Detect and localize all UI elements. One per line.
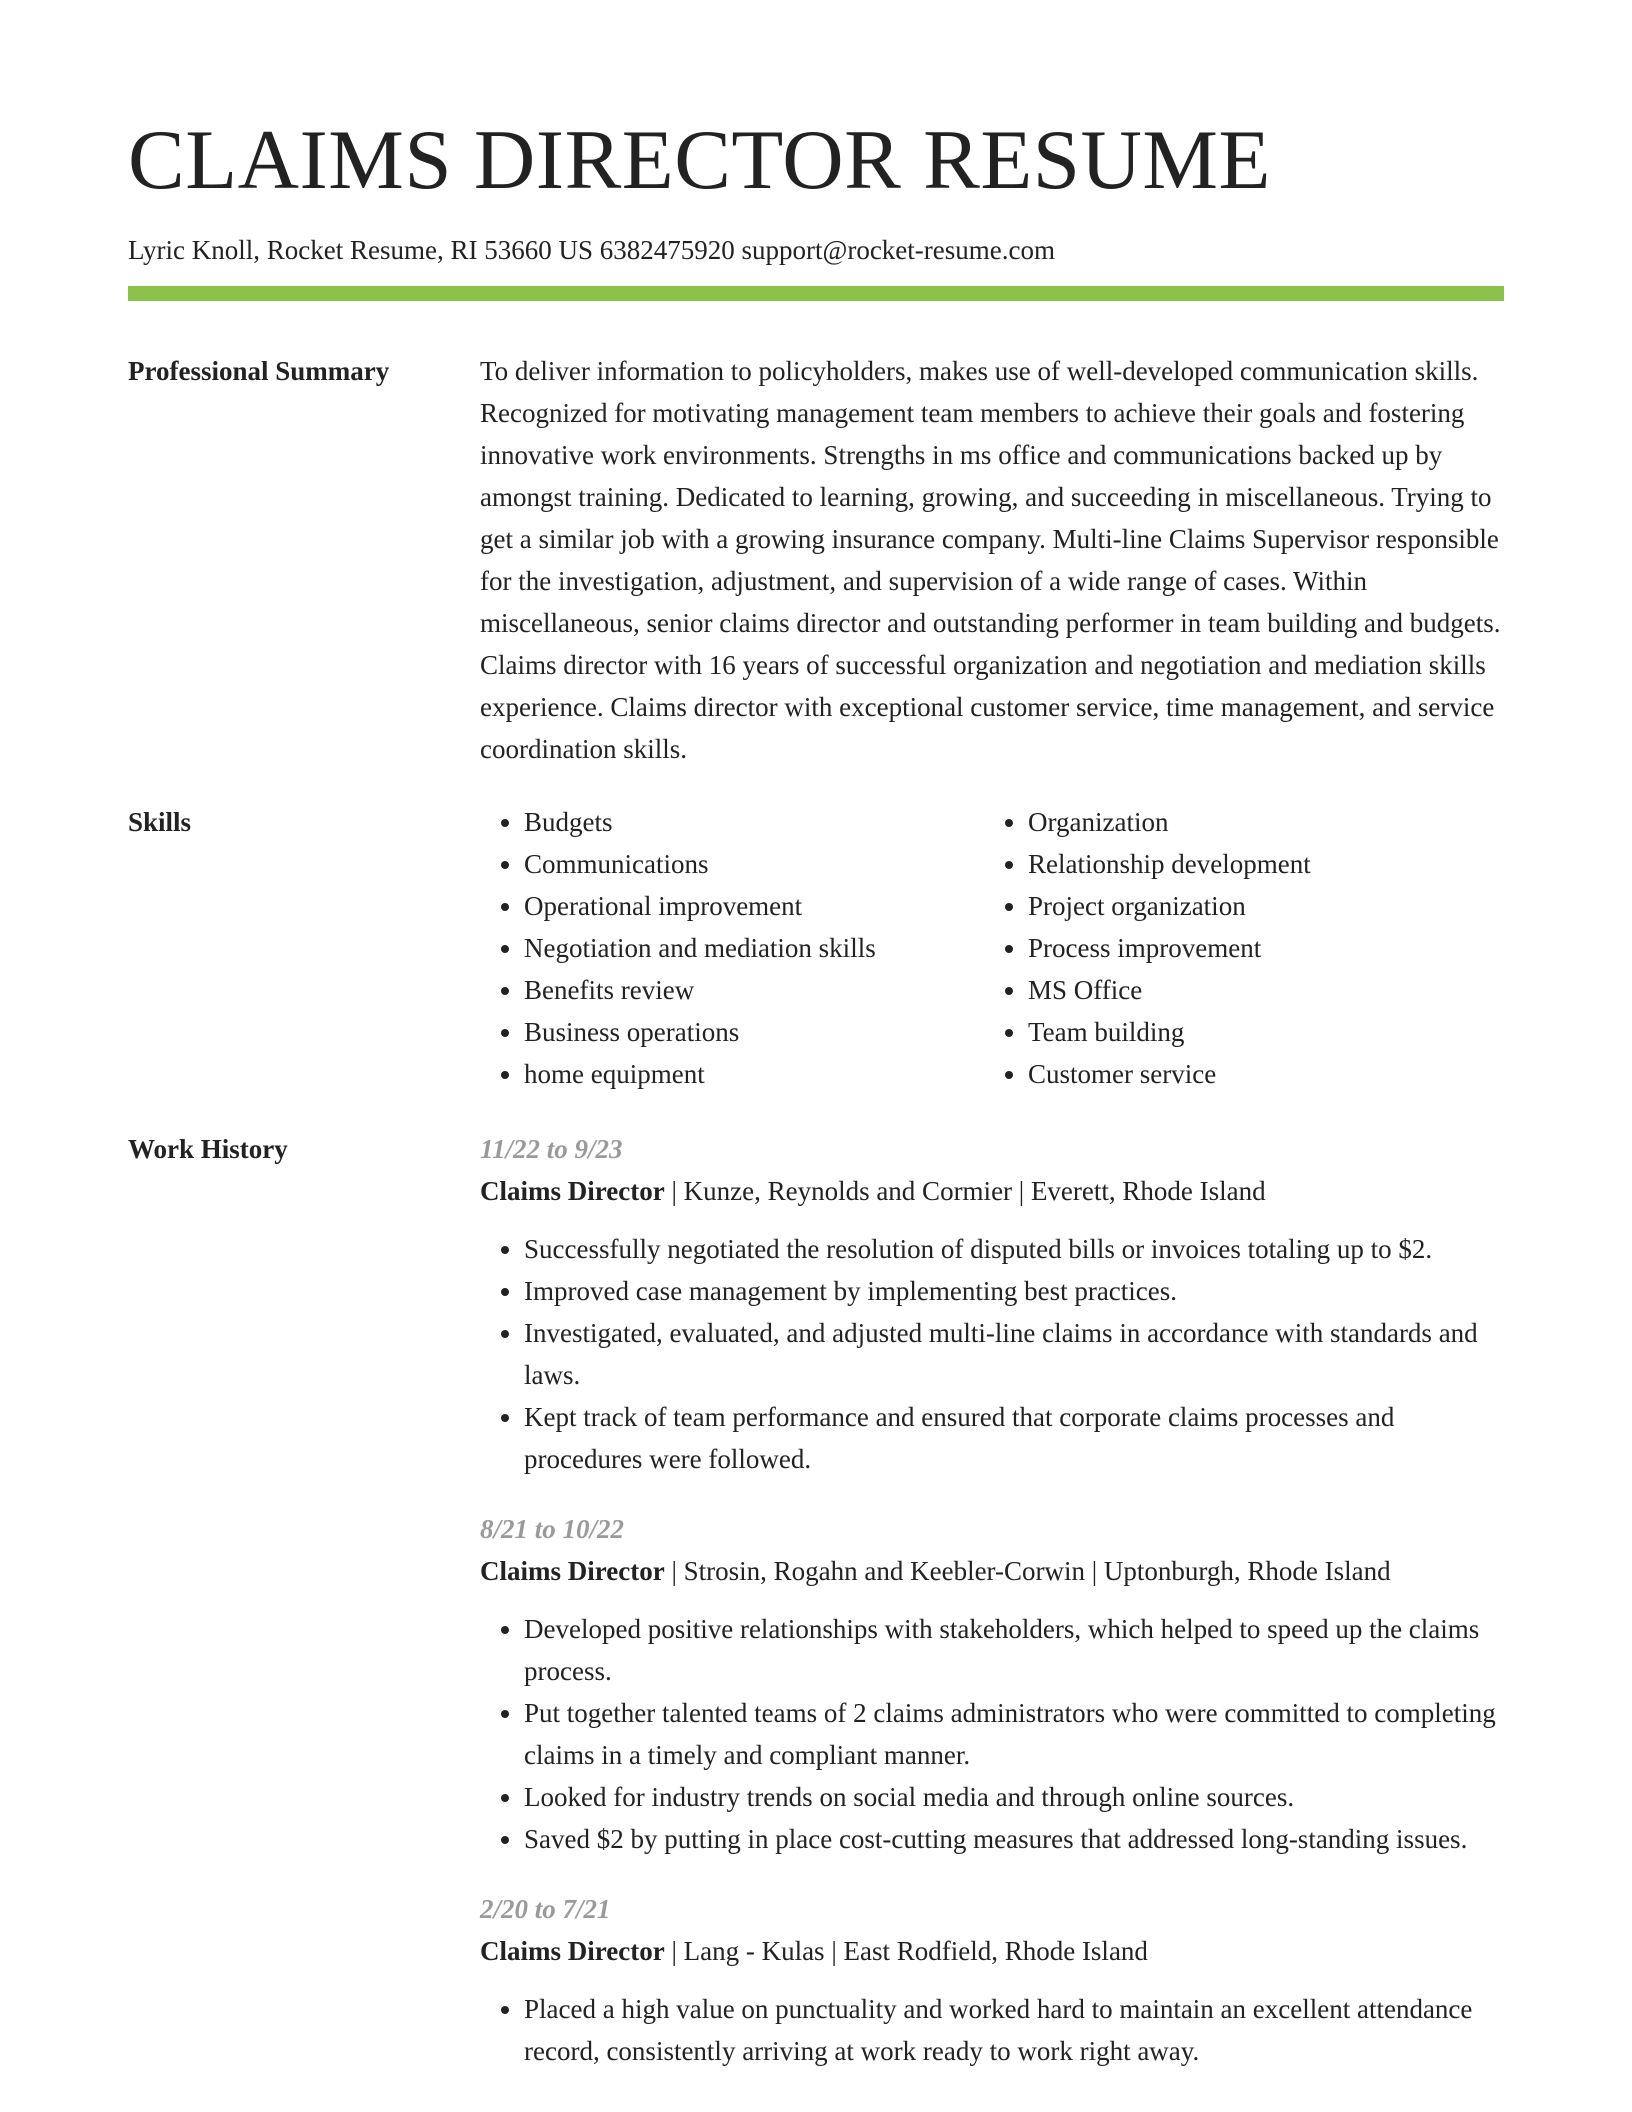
job-heading xyxy=(480,1550,1504,1592)
summary-label: Professional Summary xyxy=(128,356,390,386)
skill-item: • Process improvement xyxy=(1028,927,1488,969)
job-title: Claims Director xyxy=(480,1936,665,1966)
skills-list-left xyxy=(480,801,984,1095)
skill-item: • Customer service xyxy=(1028,1053,1488,1095)
skill-item: • Project organization xyxy=(1028,885,1488,927)
job-bullet: • Saved $2 by putting in place cost-cutting measures that addressed long-standing issues. xyxy=(524,1818,1504,1860)
job-bullet: • Improved case management by implementing best practices. xyxy=(524,1270,1504,1312)
skills-list-right xyxy=(984,801,1488,1095)
work-history-label: Work History xyxy=(128,1134,288,1164)
job-bullet-list xyxy=(480,1608,1504,1860)
skill-item: • MS Office xyxy=(1028,969,1488,1011)
job-title: Claims Director xyxy=(480,1176,665,1206)
skill-item: • Relationship development xyxy=(1028,843,1488,885)
job-bullet-list xyxy=(480,1988,1504,2072)
skill-item: • Communications xyxy=(524,843,984,885)
summary-text: To deliver information to policyholders, makes use of well-developed communication skills. Recognized for motivating management team members to achieve their goals and fostering innovative work environments. Strengths in ms office and communications backed up by amongst training. Dedicated to learning, growing, and succeeding in miscellaneous. Trying to get a similar job with a growing insurance company. Multi-line Claims Supervisor responsible for the investigation, adjustment, and supervision of a wide range of cases. Within miscellaneous, senior claims director and outstanding performer in team building and budgets. Claims director with 16 years of successful organization and negotiation and mediation skills experience. Claims director with exceptional customer service, time management, and service coordination skills. xyxy=(480,356,1501,764)
skill-item: • Negotiation and mediation skills xyxy=(524,927,984,969)
job-date: 2/20 to 7/21 xyxy=(480,1894,611,1924)
job-bullet: • Investigated, evaluated, and adjusted multi-line claims in accordance with standards and laws. xyxy=(524,1312,1504,1396)
job-title: Claims Director xyxy=(480,1556,665,1586)
job-bullet-list xyxy=(480,1228,1504,1480)
job-entry xyxy=(480,1888,1504,2072)
skills-body xyxy=(480,801,1504,1095)
job-entry xyxy=(480,1508,1504,1860)
job-date: 8/21 to 10/22 xyxy=(480,1514,625,1544)
job-heading xyxy=(480,1930,1504,1972)
skill-item: • Business operations xyxy=(524,1011,984,1053)
job-bullet: • Looked for industry trends on social media and through online sources. xyxy=(524,1776,1504,1818)
job-employer-location: | Strosin, Rogahn and Keebler-Corwin | Uptonburgh, Rhode Island xyxy=(664,1556,1391,1586)
resume-title: CLAIMS DIRECTOR RESUME xyxy=(128,113,1271,207)
job-heading xyxy=(480,1170,1504,1212)
job-bullet: • Developed positive relationships with stakeholders, which helped to speed up the claims process. xyxy=(524,1608,1504,1692)
job-bullet: • Kept track of team performance and ensured that corporate claims processes and procedures were followed. xyxy=(524,1396,1504,1480)
skill-item: • Team building xyxy=(1028,1011,1488,1053)
summary-body xyxy=(480,350,1504,770)
skills-label: Skills xyxy=(128,807,192,837)
skill-item: • Benefits review xyxy=(524,969,984,1011)
skill-item: • home equipment xyxy=(524,1053,984,1095)
skill-item: • Budgets xyxy=(524,801,984,843)
job-bullet: • Placed a high value on punctuality and worked hard to maintain an excellent attendance record, consistently arriving at work ready to work right away. xyxy=(524,1988,1504,2072)
work-history-body xyxy=(480,1128,1504,2100)
job-bullet: • Successfully negotiated the resolution of disputed bills or invoices totaling up to $2. xyxy=(524,1228,1504,1270)
job-employer-location: | Kunze, Reynolds and Cormier | Everett, Rhode Island xyxy=(664,1176,1266,1206)
job-employer-location: | Lang - Kulas | East Rodfield, Rhode Island xyxy=(664,1936,1148,1966)
skill-item: • Organization xyxy=(1028,801,1488,843)
accent-divider xyxy=(128,286,1504,301)
job-bullet: • Put together talented teams of 2 claims administrators who were committed to completing claims in a timely and compliant manner. xyxy=(524,1692,1504,1776)
job-entry xyxy=(480,1128,1504,1480)
job-date: 11/22 to 9/23 xyxy=(480,1134,623,1164)
contact-line: Lyric Knoll, Rocket Resume, RI 53660 US 6382475920 support@rocket-resume.com xyxy=(128,235,1055,265)
skill-item: • Operational improvement xyxy=(524,885,984,927)
